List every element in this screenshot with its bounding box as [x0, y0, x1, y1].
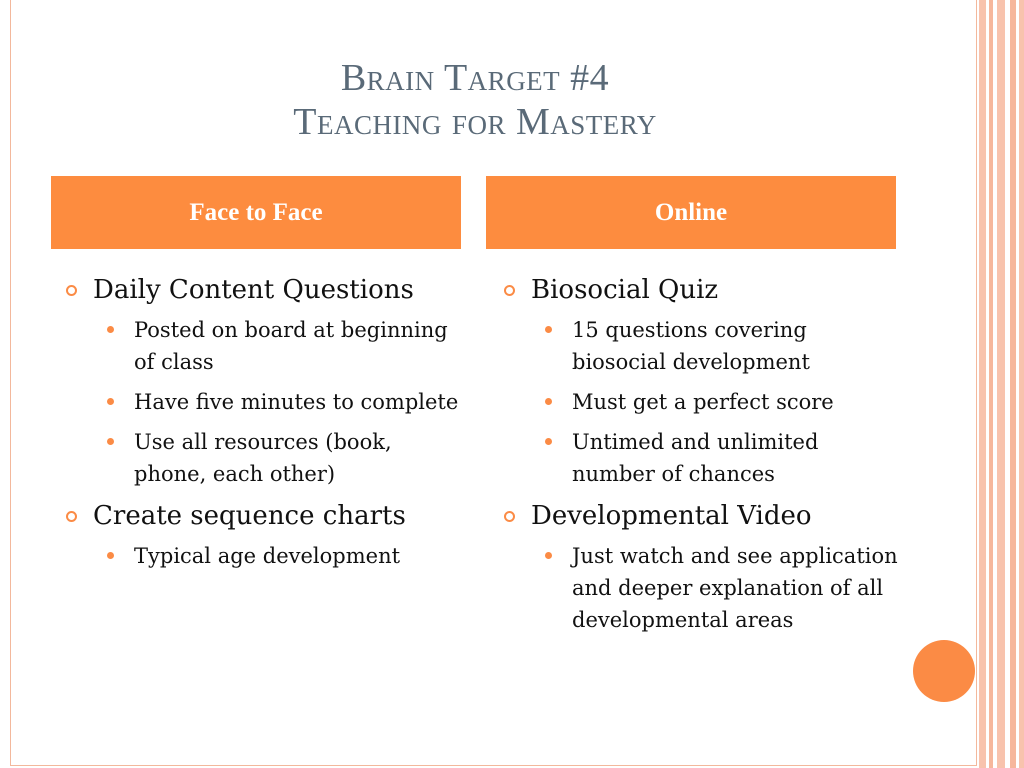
dot-bullet-icon	[107, 552, 114, 559]
decorative-stripe	[989, 0, 993, 768]
decorative-circle	[913, 640, 975, 702]
ring-bullet-icon	[504, 285, 515, 296]
decorative-stripe	[997, 0, 1005, 768]
list-item	[62, 498, 462, 534]
decorative-stripe	[1010, 0, 1016, 768]
slide-title	[40, 56, 910, 144]
sub-list-item	[500, 540, 900, 636]
dot-bullet-icon	[107, 398, 114, 405]
ring-bullet-icon	[66, 285, 77, 296]
list-item-label: Biosocial Quiz	[531, 275, 719, 305]
list-item-label: Create sequence charts	[93, 501, 406, 531]
column-online	[500, 272, 900, 644]
sub-list-item-label: Typical age development	[134, 544, 401, 568]
sub-list-item-label: Posted on board at beginning of class	[134, 318, 448, 374]
dot-bullet-icon	[107, 326, 114, 333]
sub-list-item	[62, 540, 462, 572]
dot-bullet-icon	[545, 398, 552, 405]
sub-list-item-label: Must get a perfect score	[572, 390, 834, 414]
list-item	[62, 272, 462, 308]
sub-list-item	[500, 426, 900, 490]
column-face-to-face	[62, 272, 462, 580]
sub-list-item	[62, 314, 462, 378]
ring-bullet-icon	[504, 511, 515, 522]
list-item	[500, 498, 900, 534]
column-header-face-to-face: Face to Face	[51, 176, 461, 249]
title-line-1: Brain Target #4	[340, 57, 610, 99]
sub-list-item	[62, 426, 462, 490]
dot-bullet-icon	[545, 326, 552, 333]
sub-list-item-label: 15 questions covering biosocial development	[572, 318, 810, 374]
dot-bullet-icon	[545, 438, 552, 445]
sub-list-item	[500, 314, 900, 378]
decorative-stripe	[1019, 0, 1024, 768]
list-item-label: Developmental Video	[531, 501, 812, 531]
dot-bullet-icon	[107, 438, 114, 445]
column-header-online: Online	[486, 176, 896, 249]
list-item-label: Daily Content Questions	[93, 275, 414, 305]
sub-list-item	[500, 386, 900, 418]
dot-bullet-icon	[545, 552, 552, 559]
list-item	[500, 272, 900, 308]
sub-list-item	[62, 386, 462, 418]
sub-list-item-label: Just watch and see application and deeper explanation of all developmental areas	[572, 544, 898, 632]
sub-list-item-label: Have five minutes to complete	[134, 390, 459, 414]
title-line-2: Teaching for Mastery	[293, 101, 657, 143]
sub-list-item-label: Untimed and unlimited number of chances	[572, 430, 819, 486]
ring-bullet-icon	[66, 511, 77, 522]
decorative-stripe	[979, 0, 986, 768]
sub-list-item-label: Use all resources (book, phone, each other)	[134, 430, 392, 486]
